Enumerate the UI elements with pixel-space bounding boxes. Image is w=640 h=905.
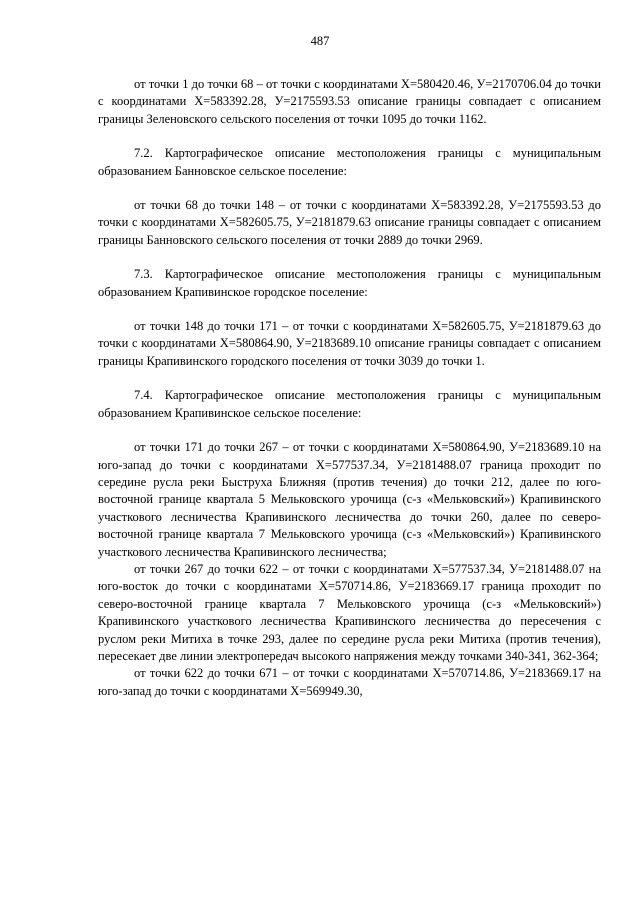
paragraph-3: от точки 148 до точки 171 – от точки с координатами Х=582605.75, У=2181879.63 до точки с координатами Х=580864.90, У=2183689.10 описание границы совпадает с описанием границы Крапивинского городского поселения от точки 3039 до точки 1.: [98, 319, 601, 368]
paragraph-1: от точки 1 до точки 68 – от точки с координатами Х=580420.46, У=2170706.04 до точки с координатами Х=583392.28, У=2175593.53 описание границы совпадает с описанием границы Зеленовского сельского поселения от точки 1095 до точки 1162.: [98, 77, 601, 126]
section-heading-7-3: 7.3. Картографическое описание местоположения границы с муниципальным образованием Крапивинское городское поселение:: [98, 267, 601, 299]
paragraph-4: от точки 171 до точки 267 – от точки с координатами Х=580864.90, У=2183689.10 на юго-запад до точки с координатами Х=577537.34, У=2181488.07 граница проходит по середине русла реки Быструха Ближняя (против течения) до точки 212, далее по юго-восточной границе квартала 5 Мельковского урочища (с-з «Мельковский») Крапивинского участкового лесничества Крапивинского лесничества до точки 260, далее по северо-восточной границе квартала 7 Мельковского урочища (с-з «Мельковский») Крапивинского участкового лесничества Крапивинского лесничества;: [98, 440, 601, 559]
page-number: 487: [310, 34, 330, 48]
section-heading-7-2: 7.2. Картографическое описание местоположения границы с муниципальным образованием Банновское сельское поселение:: [98, 146, 601, 178]
paragraph-6: от точки 622 до точки 671 – от точки с координатами Х=570714.86, У=2183669.17 на юго-запад до точки с координатами Х=569949.30,: [98, 666, 601, 698]
document-body: [98, 76, 601, 700]
paragraph-5: от точки 267 до точки 622 – от точки с координатами Х=577537.34, У=2181488.07 на юго-восток до точки с координатами Х=570714.86, У=2183669.17 граница проходит по северо-восточной границе квартала 7 Мельковского урочища (с-з «Мельковский») Крапивинского участкового лесничества Крапивинского лесничества до пересечения с руслом реки Митиха в точке 293, далее по середине русла реки Митиха (против течения), пересекает две линии электропередач высокого напряжения между точками 340-341, 362-364;: [98, 561, 601, 663]
section-heading-7-4: 7.4. Картографическое описание местоположения границы с муниципальным образованием Крапивинское сельское поселение:: [98, 388, 601, 420]
paragraph-2: от точки 68 до точки 148 – от точки с координатами Х=583392.28, У=2175593.53 до точки с координатами Х=582605.75, У=2181879.63 описание границы совпадает с описанием границы Банновского сельского поселения от точки 2889 до точки 2969.: [98, 198, 601, 247]
